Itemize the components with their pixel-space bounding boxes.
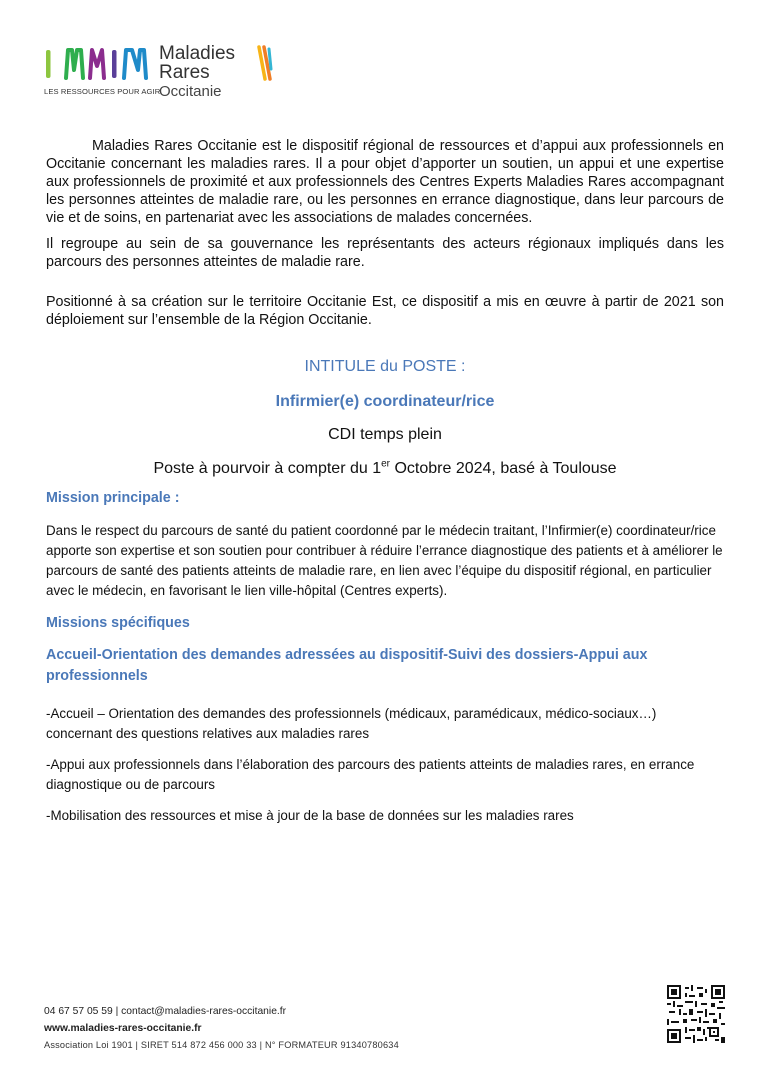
missions-specifiques-heading: Missions spécifiques [46, 615, 190, 631]
intitule-label: INTITULE du POSTE : [304, 358, 466, 375]
logo-name-line3: Occitanie [159, 83, 222, 100]
contract-type: CDI temps plein [328, 426, 442, 443]
mission-item-3: -Mobilisation des ressources et mise à jour de la base de données sur les maladies rares [46, 808, 574, 823]
footer-website: www.maladies-rares-occitanie.fr [44, 1023, 202, 1034]
intro-paragraph-2: Il regroupe au sein de sa gouvernance les représentants des acteurs régionaux impliqués dans les parcours des personnes atteintes de maladie rare. [46, 236, 724, 270]
logo-accent-mark [257, 45, 273, 81]
footer [44, 1003, 399, 1054]
logo-name-line2: Rares [159, 62, 210, 83]
start-date-prefix: Poste à pourvoir à compter du 1 [153, 460, 382, 477]
start-date-line [46, 460, 724, 478]
intro-paragraph-1: Maladies Rares Occitanie est le dispositif régional de ressources et d’appui aux professionnels en Occitanie concernant les maladies rares. Il a pour objet d’apporter un soutien, un appui et une expertise aux professionnels de proximité et aux professionnels des Centres Experts Maladies Rares accompagnant les personnes atteintes de maladie rare, ou les personnes en errance diagnostique, dans leur parcours de vie et de soins, en partenariat avec les associations de malades concernées. [46, 138, 724, 226]
logo-wordmark [159, 44, 235, 101]
mission-item-2: -Appui aux professionnels dans l’élaboration des parcours des patients atteints de maladies rares, en errance diagnostique ou de parcours [46, 757, 695, 792]
job-title: Infirmier(e) coordinateur/rice [275, 393, 495, 410]
intro-paragraph-3: Positionné à sa création sur le territoire Occitanie Est, ce dispositif a mis en œuvre à partir de 2021 son déploiement sur l’ensemble de la Région Occitanie. [46, 294, 724, 328]
footer-legal: Association Loi 1901 | SIRET 514 872 456 000 33 | N° FORMATEUR 91340780634 [44, 1040, 399, 1050]
logo-tagline: LES RESSOURCES POUR AGIR [44, 87, 161, 96]
logo-bars-graphic [44, 44, 154, 84]
logo-name-line1: Maladies [159, 43, 236, 64]
logo [44, 44, 284, 100]
document-body [46, 137, 724, 826]
missions-specifiques-subheading: Accueil-Orientation des demandes adressées au dispositif-Suivi des dossiers-Appui aux professionnels [46, 647, 648, 684]
start-date-suffix: Octobre 2024, basé à Toulouse [390, 460, 617, 477]
start-date-superscript: er [381, 458, 391, 470]
qr-code-icon [667, 985, 725, 1043]
mission-principale-text: Dans le respect du parcours de santé du patient coordonné par le médecin traitant, l’Infirmier(e) coordinateur/rice apporte son expertise et son soutien pour contribuer à réduire l’errance diagnostique des patients et à améliorer le parcours de santé des patients atteints de maladie rare, en lien avec l’équipe du dispositif régional, en particulier avec le médecin, en favorisant le lien ville-hôpital (Centres experts). [46, 523, 723, 598]
footer-contact: 04 67 57 05 59 | contact@maladies-rares-occitanie.fr [44, 1006, 287, 1017]
mission-item-1: -Accueil – Orientation des demandes des professionnels (médicaux, paramédicaux, médico-sociaux…) concernant des questions relatives aux maladies rares [46, 706, 657, 741]
mission-principale-heading: Mission principale : [46, 490, 180, 506]
